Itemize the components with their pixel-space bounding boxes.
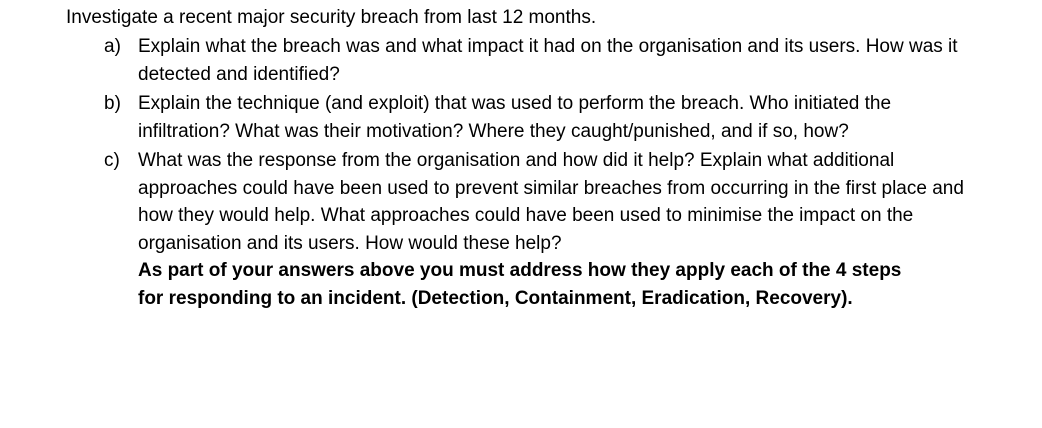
assignment-heading: Investigate a recent major security breach from last 12 months. [66,7,597,28]
question-text: Explain the technique (and exploit) that was used to perform the breach. Who initiated the infiltration? What was their motivation? Where they caught/punished, and if so, how? [138,93,892,142]
question-item-c [66,147,1026,257]
question-item-a [66,33,1026,88]
question-text: What was the response from the organisation and how did it help? Explain what additional approaches could have been used to prevent similar breaches from occurring in the first place and how they would help. What approaches could have been used to minimise the impact on the organisation and its users. How would these help? [138,150,964,254]
question-marker: c) [104,150,120,171]
question-list [66,33,1026,257]
question-marker: b) [104,93,121,114]
assignment-document [66,4,1026,313]
question-text: Explain what the breach was and what impact it had on the organisation and its users. How was it detected and identified? [138,36,958,85]
question-item-b [66,90,1026,145]
question-marker: a) [104,36,121,57]
incident-response-note: As part of your answers above you must address how they apply each of the 4 steps for responding to an incident. (Detection, Containment, Eradication, Recovery). [138,260,902,309]
